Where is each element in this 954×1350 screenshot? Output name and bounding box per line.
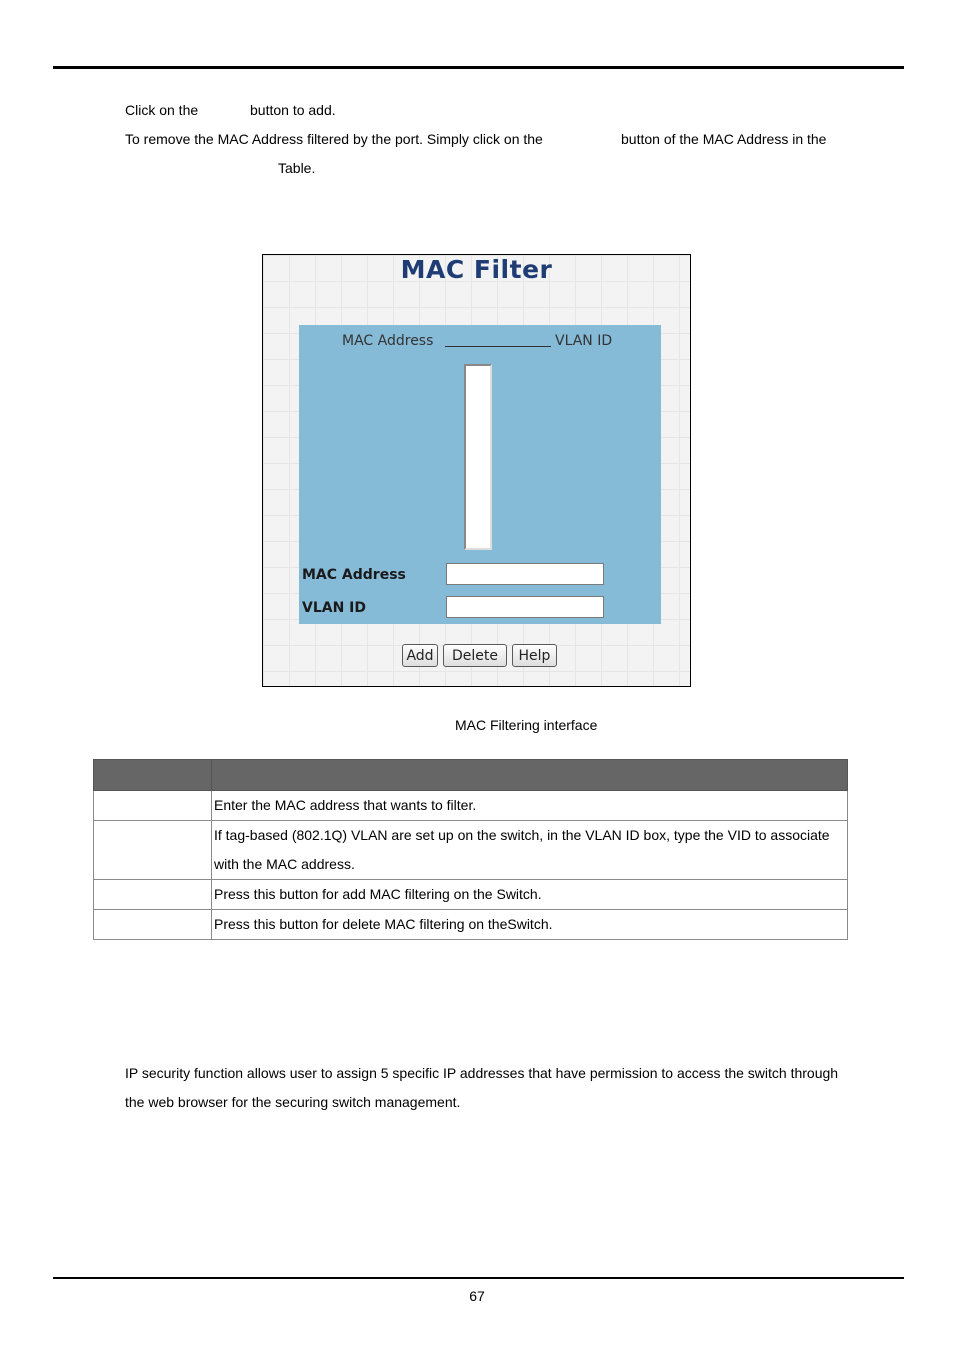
instruction-line1-start: Click on the: [125, 102, 199, 118]
table-row: [94, 880, 848, 910]
table-cell-desc-line1: If tag-based (802.1Q) VLAN are set up on the switch, in the VLAN ID box, type the VID to associate: [214, 827, 830, 843]
instruction-line2-end: button of the MAC Address in the: [621, 131, 827, 147]
table-cell-label: [94, 910, 212, 940]
instruction-line2-start: To remove the MAC Address filtered by the port. Simply click on the: [125, 131, 543, 147]
header-rule: [53, 66, 904, 69]
add-button[interactable]: Add: [402, 644, 438, 667]
table-header-description: [212, 760, 848, 791]
page-number: 67: [469, 1288, 485, 1304]
table-header-object: [94, 760, 212, 791]
footer-rule: [53, 1277, 904, 1279]
delete-button[interactable]: Delete: [443, 644, 507, 667]
table-cell-desc: Press this button for delete MAC filtering on theSwitch.: [212, 910, 848, 940]
table-cell-label: [94, 791, 212, 821]
table-row: [94, 910, 848, 940]
vlan-id-label: VLAN ID: [302, 600, 367, 616]
list-header-vlan: VLAN ID: [555, 333, 613, 349]
table-cell-desc: Press this button for add MAC filtering on the Switch.: [212, 880, 848, 910]
table-cell-desc: Enter the MAC address that wants to filter.: [212, 791, 848, 821]
table-header-row: [94, 760, 848, 791]
mac-address-input[interactable]: [446, 563, 604, 585]
table-row: [94, 821, 848, 880]
table-cell-desc: [212, 821, 848, 880]
mac-filter-title: MAC Filter: [400, 255, 553, 284]
instruction-line3: Table.: [278, 160, 316, 176]
figure-caption: MAC Filtering interface: [455, 717, 598, 733]
mac-filter-screenshot: [262, 254, 691, 687]
description-table: [93, 759, 848, 940]
mac-address-label: MAC Address: [302, 567, 406, 583]
vlan-id-input[interactable]: [446, 596, 604, 618]
table-cell-label: [94, 880, 212, 910]
mac-filter-listbox[interactable]: [464, 364, 492, 550]
list-header-mac: MAC Address: [342, 333, 434, 349]
instruction-line1-end: button to add.: [250, 102, 336, 118]
ip-security-line2: the web browser for the securing switch management.: [125, 1094, 461, 1110]
table-cell-label: [94, 821, 212, 880]
ip-security-line1: IP security function allows user to assign 5 specific IP addresses that have permission to access the switch through: [125, 1065, 839, 1081]
table-row: [94, 791, 848, 821]
table-cell-desc-line2: with the MAC address.: [214, 856, 355, 872]
mac-filter-panel: [299, 325, 661, 624]
list-header-divider: [445, 346, 551, 347]
help-button[interactable]: Help: [512, 644, 557, 667]
